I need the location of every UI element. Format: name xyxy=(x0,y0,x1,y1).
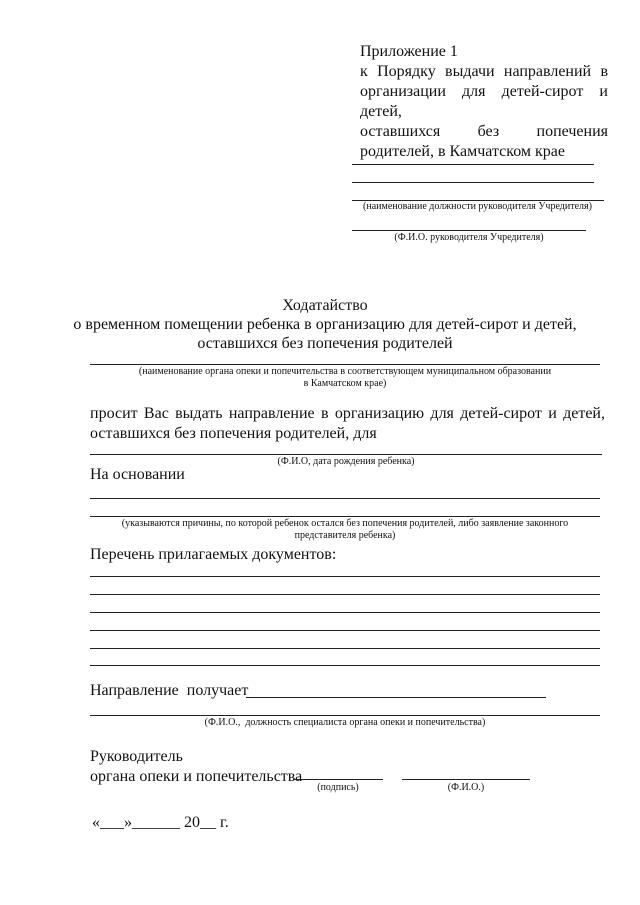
authority-caption xyxy=(90,366,600,390)
fio-line xyxy=(402,779,530,780)
documents-line xyxy=(90,576,600,577)
request-line: оставшихся без попечения родителей, для xyxy=(90,425,377,442)
head-label: Руководитель xyxy=(90,748,183,765)
documents-line xyxy=(90,630,600,631)
recipient-line xyxy=(246,697,546,698)
annex-line: к Порядку выдачи направлений в xyxy=(360,63,608,80)
title-main: Ходатайство xyxy=(282,297,368,314)
request-line: просит Вас выдать направление в организацию для детей-сирот и детей, xyxy=(90,405,605,422)
specialist-caption: (Ф.И.О., должность специалиста органа опеки и попечительства) xyxy=(204,717,486,728)
basis-caption xyxy=(90,518,600,542)
basis-line xyxy=(90,498,600,499)
name-line xyxy=(352,230,586,231)
addressee-line xyxy=(352,164,594,165)
signature-caption: (подпись) xyxy=(317,782,359,793)
authority-caption-line: в Камчатском крае) xyxy=(303,378,387,389)
head-label: органа опеки и попечительства xyxy=(90,768,303,785)
document-title xyxy=(60,296,590,353)
child-caption: (Ф.И.О, дата рождения ребенка) xyxy=(277,456,415,467)
basis-caption-line: представителя ребенка) xyxy=(294,530,396,541)
signature-label xyxy=(90,747,302,787)
position-caption: (наименование должности руководителя Учредителя) xyxy=(363,201,592,212)
authority-caption-line: (наименование органа опеки и попечительства в соответствующем муниципальном образовании xyxy=(138,366,552,377)
specialist-line xyxy=(90,715,600,716)
fio-caption: (Ф.И.О.) xyxy=(447,782,485,793)
authority-line xyxy=(90,364,600,365)
annex-line: оставшихся без попечения xyxy=(360,123,608,140)
request-text xyxy=(90,404,605,444)
annex-line: организации для детей-сирот и детей, xyxy=(360,83,608,120)
documents-line xyxy=(90,594,600,595)
annex-line: родителей, в Камчатском крае xyxy=(360,143,566,160)
annex-title: Приложение 1 xyxy=(360,43,458,60)
addressee-line xyxy=(352,182,594,183)
date-line: «___»______ 20__ г. xyxy=(92,814,229,831)
name-caption: (Ф.И.О. руководителя Учредителя) xyxy=(394,232,544,243)
documents-line xyxy=(90,648,600,649)
documents-line xyxy=(90,665,600,666)
title-sub: о временном помещении ребенка в организацию для детей-сирот и детей, xyxy=(73,316,577,333)
basis-label: На основании xyxy=(90,466,185,483)
annex-block xyxy=(360,42,608,162)
basis-caption-line: (указываются причины, по которой ребенок остался без попечения родителей, либо заявление законного xyxy=(121,518,569,529)
signature-line xyxy=(293,779,383,780)
documents-line xyxy=(90,612,600,613)
basis-line xyxy=(90,516,600,517)
child-line xyxy=(90,454,602,455)
title-sub: оставшихся без попечения родителей xyxy=(197,335,453,352)
documents-label: Перечень прилагаемых документов: xyxy=(90,546,337,563)
recipient-label: Направление получает xyxy=(90,682,249,699)
